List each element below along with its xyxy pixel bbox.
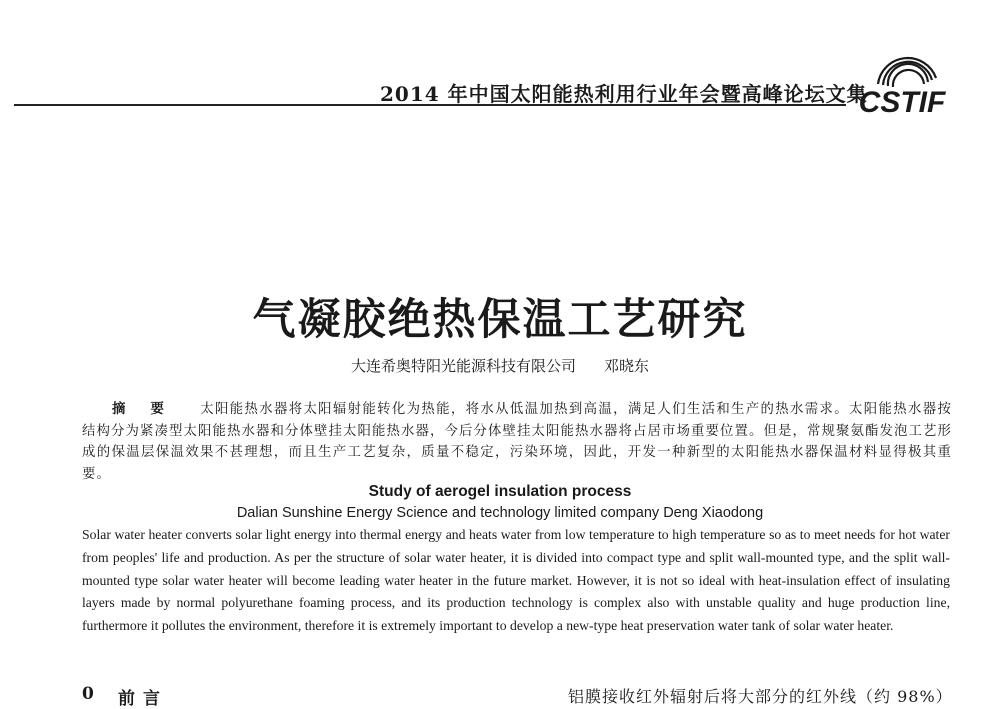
paper-title: 气凝胶绝热保温工艺研究 bbox=[252, 295, 748, 345]
section-title: 前言 bbox=[118, 689, 168, 709]
abstract-label: 摘 要 bbox=[112, 401, 175, 417]
abstract-english: Solar water heater converts solar light energy into thermal energy and heats water from low temperature to high temperature so as to meet needs for hot water from peoples' life and production. As per the structure of solar water heater, it is divided into compact type and split wall-mounted type, and the split wall-mounted type solar water heater will become leading water heater in the future market. However, it is not so ideal with heat-insulation effect of insulating layers made by normal polyurethane foaming process, and its production technology is complex also with unstable quality and huge production line, furthermore it pollutes the environment, therefore it is extremely important to develop a new-type heat preservation water tank of solar water heater. bbox=[82, 527, 950, 634]
cstif-logo bbox=[852, 44, 952, 120]
author-name: 邓晓东 bbox=[604, 357, 650, 375]
abstract-chinese-text: 太阳能热水器将太阳辐射能转化为热能，将水从低温加热到高温，满足人们生活和生产的热水需求。太阳能热水器按结构分为紧凑型太阳能热水器和分体壁挂太阳能热水器，今后分体壁挂太阳能热水器将占居市场重要位置。但是，常规聚氨酯发泡工艺形成的保温层保温效果不甚理想，而且生产工艺复杂，质量不稳定，污染环境，因此，开发一种新型的太阳能热水器保温材料显得极其重要。 bbox=[82, 402, 952, 482]
right-column-text: 铝膜接收红外辐射后将大部分的红外线（约 98%） bbox=[568, 687, 953, 706]
author-line bbox=[0, 355, 1000, 376]
cstif-logo-icon bbox=[852, 44, 952, 120]
section-number: 0 bbox=[82, 684, 94, 704]
affiliation: 大连希奥特阳光能源科技有限公司 bbox=[350, 357, 576, 375]
abstract-chinese bbox=[82, 399, 952, 485]
logo-text: CSTIF bbox=[858, 86, 946, 119]
header-rule bbox=[14, 104, 846, 106]
english-title: Study of aerogel insulation process bbox=[368, 483, 632, 500]
header-title: 2014 年中国太阳能热利用行业年会暨高峰论坛文集 bbox=[380, 82, 868, 106]
english-author: Dalian Sunshine Energy Science and technology limited company Deng Xiaodong bbox=[236, 505, 764, 521]
